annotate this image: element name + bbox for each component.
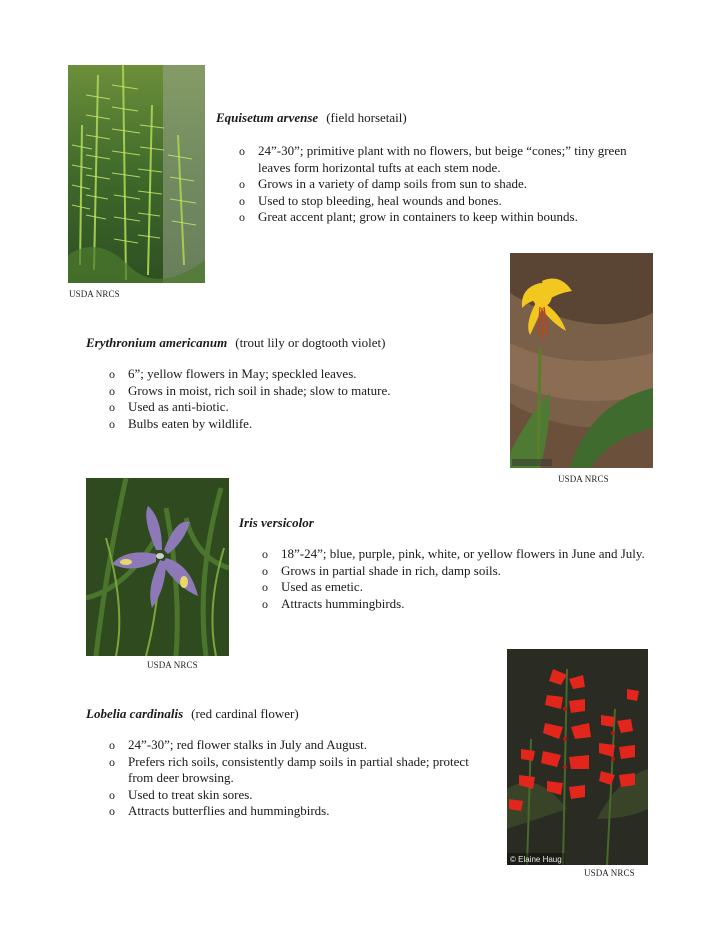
bullet-marker: o xyxy=(262,580,268,594)
bullet-marker: o xyxy=(109,383,115,398)
list-item-text: 6”; yellow flowers in May; speckled leaves. xyxy=(128,366,357,381)
list-item xyxy=(262,563,652,580)
list-item-text: 24”-30”; red flower stalks in July and August. xyxy=(128,737,368,752)
scientific-name: Iris versicolor xyxy=(239,515,314,530)
bullet-marker: o xyxy=(109,367,115,381)
bullet-marker: o xyxy=(109,754,115,769)
photo-credit: USDA NRCS xyxy=(558,474,609,484)
bullet-marker: o xyxy=(262,596,268,611)
list-item-text: Attracts butterflies and hummingbirds. xyxy=(128,803,330,818)
list-item-text: Great accent plant; grow in containers to keep within bounds. xyxy=(258,209,578,224)
list-item-text: Grows in moist, rich soil in shade; slow to mature. xyxy=(128,382,391,398)
plant-title xyxy=(86,706,299,722)
list-item xyxy=(262,596,652,613)
plant-title xyxy=(86,335,385,351)
list-item-text: Used to treat skin sores. xyxy=(128,786,253,802)
bullet-marker: o xyxy=(239,144,245,158)
list-item xyxy=(239,143,639,176)
bullet-marker: o xyxy=(239,210,245,224)
list-item xyxy=(109,754,469,787)
list-item-text: Used as anti-biotic. xyxy=(128,399,229,414)
plant-facts-list xyxy=(109,366,489,432)
list-item xyxy=(109,737,469,754)
scientific-name: Erythronium americanum xyxy=(86,335,228,350)
plant-facts-list xyxy=(262,546,652,612)
list-item-text: Prefers rich soils, consistently damp soils in partial shade; protect from deer browsing. xyxy=(128,753,469,785)
list-item xyxy=(239,176,639,193)
list-item xyxy=(109,399,489,416)
photo-credit: USDA NRCS xyxy=(69,289,120,299)
list-item-text: Grows in partial shade in rich, damp soils. xyxy=(281,562,501,578)
list-item-text: Attracts hummingbirds. xyxy=(281,595,405,611)
bullet-marker: o xyxy=(109,787,115,802)
bullet-marker: o xyxy=(109,416,115,431)
list-item xyxy=(239,209,639,226)
list-item-text: Used to stop bleeding, heal wounds and bones. xyxy=(258,192,502,208)
list-item xyxy=(109,416,489,433)
iris-photo xyxy=(86,478,229,656)
bullet-marker: o xyxy=(109,400,115,414)
list-item xyxy=(262,579,652,596)
bullet-marker: o xyxy=(109,804,115,818)
trout-lily-photo xyxy=(510,253,653,468)
bullet-marker: o xyxy=(262,563,268,578)
list-item xyxy=(109,787,469,804)
common-name: (red cardinal flower) xyxy=(191,706,299,721)
photo-credit: USDA NRCS xyxy=(147,660,198,670)
list-item xyxy=(239,193,639,210)
list-item-text: Bulbs eaten by wildlife. xyxy=(128,415,253,431)
list-item-text: Used as emetic. xyxy=(281,579,363,594)
list-item-text: Grows in a variety of damp soils from sun to shade. xyxy=(258,176,527,191)
list-item xyxy=(109,366,489,383)
bullet-marker: o xyxy=(239,193,245,208)
scientific-name: Lobelia cardinalis xyxy=(86,706,184,721)
plant-facts-list xyxy=(239,143,639,226)
plant-title xyxy=(239,515,314,531)
list-item-text: 18”-24”; blue, purple, pink, white, or yellow flowers in June and July. xyxy=(281,546,645,561)
common-name: (trout lily or dogtooth violet) xyxy=(235,335,386,350)
bullet-marker: o xyxy=(262,547,268,561)
scientific-name: Equisetum arvense xyxy=(216,110,319,125)
list-item xyxy=(262,546,652,563)
plant-facts-list xyxy=(109,737,469,820)
common-name: (field horsetail) xyxy=(326,110,407,125)
bullet-marker: o xyxy=(109,738,115,752)
horsetail-photo xyxy=(68,65,205,283)
list-item xyxy=(109,803,469,820)
plant-title xyxy=(216,110,407,126)
cardinal-flower-photo xyxy=(507,649,648,865)
photo-watermark: © Elaine Haug xyxy=(510,855,562,864)
list-item xyxy=(109,383,489,400)
photo-credit: USDA NRCS xyxy=(584,868,635,878)
bullet-marker: o xyxy=(239,177,245,191)
list-item-text: 24”-30”; primitive plant with no flowers, but beige “cones;” tiny green leaves form horizontal tufts at each stem node. xyxy=(258,143,627,175)
